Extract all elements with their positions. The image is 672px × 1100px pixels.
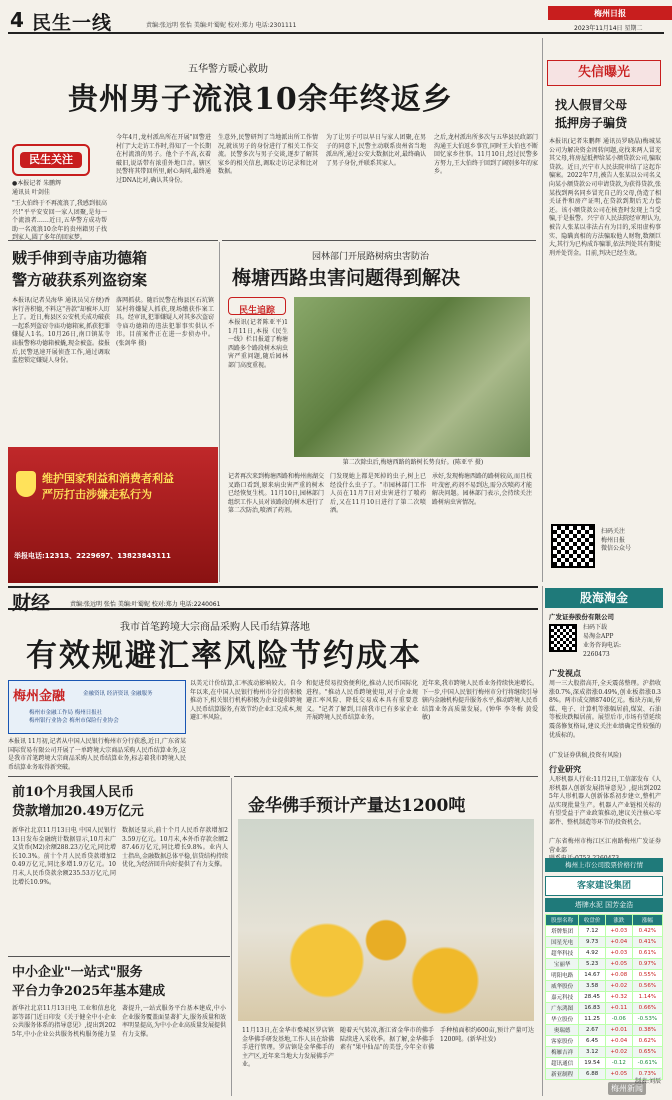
insect-body-1: 本报讯(记者陈亚平)11月11日,本报《民生一线》栏目报道了梅塘西路多个路段树木病虫害严重问题,随后园林部门高度重视。 [228,319,289,369]
disclaimer: 广东省梅州市梅江区江南路梅州广发证券营业部 [549,838,661,854]
insect-body-3: 门发现她上都是死掉的虫子,树上已经没什么虫子了。"市园林部门工作人员在11月7日对虫害进行了喷药后,又在11月10日进行了第二次喷洒。 [330,473,426,515]
table-cell: 新亚制程 [546,1069,579,1080]
column-tag-2-label: 民生追踪 [238,306,275,316]
table-cell: 3.58 [579,981,606,992]
table-row [546,948,663,959]
finance-body-4: 近年来,我市跨境人民币业务持续快速增长。下一步,中国人民银行梅州市分行将继续引导辖内金融机构提升服务水平,推动跨境人民币结算业务高质量发展。(钟华 李冬梅 黄爱敏) [422,680,538,722]
top-headline: 贵州男子流浪10余年终返乡 [68,82,453,117]
finance-editor: 责编:张远明 张怡 美编:叶蜀妮 校对:郑力 电话:2240061 [70,601,221,608]
top-story [8,38,538,242]
policy-banner [8,447,218,583]
industry-body: 人形机器人行业:11月2日,工信部发布《人形机器人创新发展指导意见》,提出到2025年人形机器人创新体系初步建立,整机产品实现批量生产。机器人产业链相关标的有望受益于产业政策推动,建议关注核心零部件、整机制造等环节的投资机会。 [549,776,661,826]
table-row [546,1003,663,1014]
table-cell: 0.62% [632,1036,662,1047]
table-cell: 1.14% [632,992,662,1003]
finance-body-3: 和促进贸易投资便利化,推动人民币国际化进程。"推动人民币跨境使用,对于企业规避汇率风险、降低交易成本具有重要意义。"记者了解到,目前我市已有多家企业开展跨境人民币结算业务。 [306,680,418,722]
insect-headline: 梅塘西路虫害问题得到解决 [232,267,461,289]
table-row [546,992,663,1003]
table-cell: 3.12 [579,1047,606,1058]
firm-qr [549,624,577,652]
table-cell: +0.05 [605,959,632,970]
firm-name: 广发证券股份有限公司 [549,613,614,621]
view-body: 周一三大股指高开,全天震荡整理。沪指收涨0.7%,深成指涨0.49%,创业板指涨0.38%。两市成交额8740亿元。板块方面,传媒、电子、计算机等涨幅居前,煤炭、石油等板块跌幅居前。展望后市,市场有望延续震荡修复格局,建议关注业绩确定性较强的优质标的。 [549,680,661,739]
table-footer: 制表:刘辰 [634,1078,661,1085]
table-cell: 奥瑞德 [546,1025,579,1036]
stock-title: 股海淘金 [579,591,628,605]
table-cell: 0.66% [632,1003,662,1014]
table-row [546,970,663,981]
table-cell: +0.04 [605,937,632,948]
sme-headline: 中小企业"一站式"服务 平台力争2025年基本建成 [12,965,166,999]
table-header: 股票名称 [546,915,579,926]
table-cell: -0.61% [632,1058,662,1069]
table-cell: -0.12 [605,1058,632,1069]
finance-header [8,586,538,614]
top-body-2: 生意外,民警研判了当地派出所工作情况,就该男子的身份进行了相关工作交流。民警多次与男子交谈,逐步了解其家乡的相关信息,调取走访记录和比对数据。 [218,134,318,176]
table-cell: 广东鸿图 [546,1003,579,1014]
table-cell: 0.56% [632,981,662,992]
buddha-headline: 金华佛手预计产量达1200吨 [248,796,466,816]
masthead [8,6,664,34]
loan-body-1: 新华社北京11月13日电 中国人民银行13日发布金融统计数据显示,10月末广义货币(M2)余额288.23万亿元,同比增长10.3%。前十个月人民币贷款增加20.49万亿元,同比多增1.9万亿元。10月末,人民币贷款余额235.53万亿元,同比增长10.9%。 [12,827,116,886]
table-cell: +0.11 [605,1003,632,1014]
loan-body-2: 数据还显示,前十个月人民币存款增加23.59万亿元。10月末,本外币存款余额287.46万亿元,同比增长9.8%。业内人士指出,金融数据总体平稳,信贷结构持续优化,为经济回升向好提供了有力支撑。 [122,827,228,869]
table-cell: 19.54 [579,1058,606,1069]
market-title: 塔牌水泥 国芳金浩 [574,901,634,909]
column-divider [219,242,220,582]
left-body-2: 落网抓获。随后民警在梅县区石坑镇某村将嫌疑人抓获,现场缴获作案工具。经审讯,犯罪嫌疑人对其多次盗窃寺庙功德箱的违法犯罪事实供认不讳。目前案件正在进一步侦办中。(张剑华 摄) [116,297,214,347]
table-cell: 梅雁吉祥 [546,1047,579,1058]
insect-photo [294,297,530,457]
hotline: 举报电话:12313、2229697、13823843111 [14,552,171,560]
qr-code [551,524,595,568]
table-cell: 11.25 [579,1014,606,1025]
market-bar [545,898,663,912]
date-line: 2023年11月14日 星期二 [574,25,643,32]
right-headline: 找人假冒父母 抵押房子骗贷 [555,98,628,130]
firm-sub: 扫码下载 易淘金APP [583,624,614,640]
insect-body-2: 记者再次来到梅塘西路和梅州南湖交叉路口看到,原来病虫害严重的树木已经恢复生机。11月10日,园林部门组织工作人员对该路段的树木进行了第二次防治,喷洒了药剂。 [228,473,325,515]
table-cell: +0.08 [605,970,632,981]
table-cell: 0.61% [632,948,662,959]
top-body-4: 之后,龙村派出所多次与五华县民政部门沟通王大伯返乡事宜,同时王大伯也不断回忆家乡往事。11月10日,经过民警多方努力,王大伯终于回到了阔别多年的家乡。 [434,134,538,176]
table-cell: 0.65% [632,1047,662,1058]
table-row [546,1036,663,1047]
policy-banner-text: 维护国家利益和消费者利益 严厉打击涉嫌走私行为 [42,472,174,501]
sme-body: 新华社北京11月13日电 工业和信息化部等部门近日印发《关于健全中小企业公共服务体系的指导意见》,提出到2025年,中小企业公共服务机构服务能力显著提升,一站式服务平台基本建成,中小企业服务覆盖面显著扩大,服务质量和效率明显提高,为中小企业高质量发展提供有力支撑。 [12,1005,226,1038]
table-cell: -0.06 [605,1014,632,1025]
top-body-1: 今年4月,龙村派出所在开展"回警进村门"大走访工作时,得知了一个长期在村流浪的男子。他个子不高,衣着破旧,说话带有浓重外地口音。辖区民警将其带回所里,耐心询问,最终通过DNA比对,确认其身份。 [116,134,211,184]
insect-story [222,240,536,582]
table-cell: 16.83 [579,1003,606,1014]
logo-box [545,876,663,896]
page-number: 4 [10,8,24,32]
table-cell: -0.53% [632,1014,662,1025]
table-cell: 0.42% [632,926,662,937]
table-cell: 宝丽华 [546,959,579,970]
right-column [542,38,664,582]
table-row [546,981,663,992]
qr-label: 扫码关注 梅州日报 微信公众号 [601,528,632,553]
finance-headline: 有效规避汇率风险节约成本 [26,638,422,674]
table-cell: 7.12 [579,926,606,937]
table-cell: +0.03 [605,948,632,959]
finance-kicker: 我市首笔跨境大宗商品采购人民币结算落地 [120,622,310,633]
section-title: 民生一线 [32,12,113,34]
table-cell: +0.02 [605,981,632,992]
brand-menu: 金融资讯 经济资讯 金融服务 [83,691,153,697]
table-cell: 14.67 [579,970,606,981]
right-body: 本报讯(记者朱鹏辉 通讯员罗晓晶)梅城某公司为解决资金周转问题,竟找来两人冒充其父母,将房屋抵押给某小额贷款公司,骗取贷款。近日,兴宁市人民法院审结了这起诈骗案。2022年7月,被告人张某以公司名义向某小额贷款公司申请贷款,为获得贷款,张某找到两名同乡冒充自己的父母,伪造了相关证件和房产证明,在贷款到期后无力偿还。该小额贷款公司在核查时发现上当受骗,于是报警。兴宁市人民法院经审理认为,被告人张某以非法占有为目的,采用虚构事实、隐瞒真相的方法骗取他人财物,数额巨大,其行为已构成诈骗罪,依法判处其有期徒刑并处罚金。目前,判决已经生效。 [549,138,661,257]
table-cell: 6.45 [579,1036,606,1047]
table-cell: +0.32 [605,992,632,1003]
table-row [546,937,663,948]
view-source: (广发证券供稿,投资有风险) [549,752,622,759]
buddha-body: 随着天气转凉,浙江省金华市的佛手陆续进入采收季。据了解,金华佛手素有"果中仙品"的美誉,今年全市佛手种植面积约600亩,预计产量可达1200吨。(新华社发) [340,1027,534,1052]
table-cell: 28.45 [579,992,606,1003]
table-cell: 9.73 [579,937,606,948]
brand-title: 梅州金融 [13,689,66,704]
table-cell: +0.03 [605,926,632,937]
table-row [546,1025,663,1036]
dishonest-banner-text: 失信曝光 [577,65,630,80]
finance-body-2: 以美元计价结算,汇率波动影响较大。自今年以来,在中国人民银行梅州市分行的积极推动下,相关银行机构积极为企业提供跨境人民币结算服务,有效节约企业汇兑成本,规避汇率风险。 [190,680,302,722]
table-cell: +0.04 [605,1036,632,1047]
table-cell: 0.41% [632,937,662,948]
table-cell: +0.01 [605,1025,632,1036]
top-byline: ●本报记者 朱鹏辉 通讯员 叶剑佳 [12,180,62,196]
paper-name: 梅州日报 [594,8,626,18]
table-cell: 4.92 [579,948,606,959]
top-lead: "王大伯终于不再流浪了,我感到很高兴!"平平安安回一家人团聚,是每一个流浪者……近日,五华警方成功帮助一名流浪10余年的贵州籍男子找到家人,圆了多年的回家梦。 [12,200,107,242]
table-row [546,926,663,937]
paper-logo [548,6,672,20]
view-title: 广发视点 [549,668,581,678]
watermark: 梅州新闻 [608,1082,646,1095]
dishonest-banner [547,60,661,86]
finance-body-1: 本报讯 11月初,记者从中国人民银行梅州市分行获悉,近日,广东省某国际贸易有限公司开展了一单跨境大宗商品采购人民币结算业务,这是我市首笔跨境大宗商品采购人民币结算业务,标志着我市跨境人民币结算业务取得新突破。 [8,738,186,771]
buddha-story [234,776,538,1096]
firm-phone: 业务咨询电话: 2260473 [583,642,622,658]
table-cell: 0.55% [632,970,662,981]
stock-table [545,914,663,1080]
stock-table-wrap [545,914,663,1078]
table-cell: 嘉元科技 [546,992,579,1003]
stock-tag [545,858,663,872]
table-cell: 明阳电路 [546,970,579,981]
left-body-1: 本报讯(记者吴海华 通讯员吴方便)香客行善积德,不料这"善款"却被坏人盯上了。近日,梅县区公安机关成功破获一起系列盗窃寺庙功德箱案,抓获犯罪嫌疑人1名。10月26日,南口镇某寺庙报警称功德箱被撬,现金被盗。接报后,民警迅速开展侦查工作,通过调取监控锁定嫌疑人身份。 [12,297,110,365]
table-header: 收盘价 [579,915,606,926]
loan-headline: 前10个月我国人民币 贷款增加20.49万亿元 [12,785,144,819]
table-row [546,1014,663,1025]
stock-title-bar [545,588,663,608]
table-header: 涨幅 [632,915,662,926]
column-tag [12,144,90,176]
loan-story [8,776,230,952]
table-cell: 0.97% [632,959,662,970]
table-cell: 威华股份 [546,981,579,992]
table-cell: 超讯通信 [546,1058,579,1069]
buddha-caption: 11月13日,在金华市婺城区罗店镇金华佛手研发基地,工作人员在给佛手进行管理。罗店镇是金华佛手的主产区,近年来当地大力发展佛手产业。 [242,1027,334,1069]
table-cell: 塔牌集团 [546,926,579,937]
column-divider [231,778,232,1096]
brand-box [8,680,186,734]
table-row [546,1058,663,1069]
table-cell: 华立股份 [546,1014,579,1025]
top-body-3: 为了让男子可以早日与家人团聚,在男子的同意下,民警主动联系贵州省当地派出所,通过公安大数据比对,最终确认了男子身份,并联系其家人。 [326,134,426,167]
editor-line: 责编:张远明 张怡 美编:叶蜀妮 校对:郑力 电话:2301111 [146,22,297,29]
finance-section: 财经 [12,592,51,614]
sme-story [8,956,230,1096]
stock-column [542,586,664,1096]
table-header: 涨跌 [605,915,632,926]
table-cell: 超华科技 [546,948,579,959]
column-tag-label: 民生关注 [20,152,82,168]
table-cell: 2.67 [579,1025,606,1036]
table-cell: 国星光电 [546,937,579,948]
top-kicker: 五华警方暖心救助 [188,64,268,75]
left-headline: 贼手伸到寺庙功德箱 警方破获系列盗窃案 [12,249,148,289]
column-tag-2 [228,297,286,315]
shield-icon [16,471,36,497]
industry-title: 行业研究 [549,764,581,774]
logo-text: 客家建设集团 [576,881,631,891]
table-cell: 客家股份 [546,1036,579,1047]
table-cell: +0.02 [605,1047,632,1058]
table-row [546,959,663,970]
insect-body-4: 承好,发现梅塘西路的路树较高,而且枝叶茂密,药剂不易到达,需分次喷药才能解决问题。园林部门表示,会持续关注路树病虫害情况。 [432,473,532,506]
insect-caption: 第二次除虫后,梅塘西路的路树长势良好。(陈亚平 摄) [342,459,484,466]
table-row [546,1047,663,1058]
table-cell: 0.38% [632,1025,662,1036]
table-cell: 0.73% [632,1069,662,1080]
brand-sub: 梅州市金融工作局 梅州日报社 梅州银行业协会 梅州市保险行业协会 [29,710,119,724]
left-story [8,240,218,582]
table-cell: +0.05 [605,1069,632,1080]
buddha-photo [238,819,534,1021]
insect-kicker: 园林部门开展路树病虫害防治 [312,252,430,262]
stock-tag-text: 梅州上市公司股票价格行情 [565,861,643,869]
table-cell: 6.88 [579,1069,606,1080]
table-cell: 5.23 [579,959,606,970]
